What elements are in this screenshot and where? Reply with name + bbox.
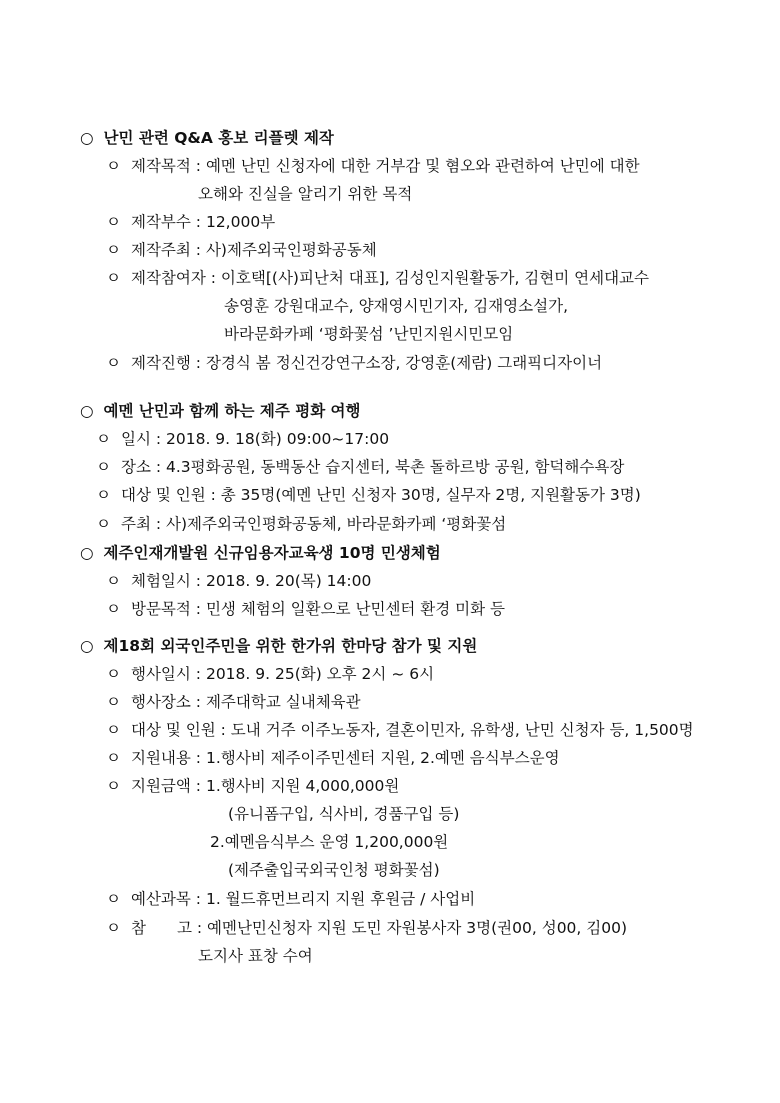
section-title: 예멘 난민과 함께 하는 제주 평화 여행 xyxy=(103,402,361,420)
section-title: 제18회 외국인주민을 위한 한가위 한마당 참가 및 지원 xyxy=(103,637,478,655)
small-bullet-icon: ㅇ xyxy=(96,486,111,504)
small-bullet-icon: ㅇ xyxy=(106,269,121,287)
circle-bullet-icon: ○ xyxy=(80,402,94,420)
list-item xyxy=(106,567,371,595)
item-text: 일시 : 2018. 9. 18(화) 09:00~17:00 xyxy=(120,430,390,448)
item-continuation: 바라문화카페 ‘평화꽃섬 ’난민지원시민모임 xyxy=(224,325,514,343)
circle-bullet-icon: ○ xyxy=(80,544,94,562)
item-continuation: 도지사 표창 수여 xyxy=(198,947,313,965)
item-continuation: 2.예멘음식부스 운영 1,200,000원 xyxy=(210,833,449,851)
section-heading xyxy=(80,124,334,152)
small-bullet-icon: ㅇ xyxy=(96,458,111,476)
item-text: 지원내용 : 1.행사비 제주이주민센터 지원, 2.예멘 음식부스운영 xyxy=(130,749,560,767)
item-text: 참 고 : 예멘난민신청자 지원 도민 자원봉사자 3명(권00, 성00, 김00) xyxy=(130,919,628,937)
item-text: 장소 : 4.3평화공원, 동백동산 습지센터, 북촌 돌하르방 공원, 함덕해수욕장 xyxy=(120,458,625,476)
item-continuation: 오해와 진실을 알리기 위한 목적 xyxy=(198,185,413,203)
list-item xyxy=(106,208,275,236)
list-item xyxy=(106,236,377,264)
small-bullet-icon: ㅇ xyxy=(106,890,121,908)
circle-bullet-icon: ○ xyxy=(80,129,94,147)
small-bullet-icon: ㅇ xyxy=(96,515,111,533)
small-bullet-icon: ㅇ xyxy=(106,354,121,372)
section-heading xyxy=(80,539,441,567)
section-heading xyxy=(80,397,361,425)
list-item xyxy=(106,264,649,292)
list-item xyxy=(96,510,506,538)
section-heading xyxy=(80,632,477,660)
list-item xyxy=(106,349,602,377)
item-text: 주최 : 사)제주외국인평화공동체, 바라문화카페 ‘평화꽃섬 xyxy=(120,515,507,533)
list-item xyxy=(106,152,640,180)
item-text: 행사장소 : 제주대학교 실내체육관 xyxy=(130,693,361,711)
item-text: 제작목적 : 예멘 난민 신청자에 대한 거부감 및 혐오와 관련하여 난민에 대한 xyxy=(130,157,640,175)
item-text: 방문목적 : 민생 체험의 일환으로 난민센터 환경 미화 등 xyxy=(130,600,506,618)
list-item xyxy=(106,772,399,800)
small-bullet-icon: ㅇ xyxy=(106,600,121,618)
small-bullet-icon: ㅇ xyxy=(106,777,121,795)
small-bullet-icon: ㅇ xyxy=(106,749,121,767)
list-item xyxy=(96,425,389,453)
small-bullet-icon: ㅇ xyxy=(106,241,121,259)
item-text: 체험일시 : 2018. 9. 20(목) 14:00 xyxy=(130,572,372,590)
small-bullet-icon: ㅇ xyxy=(96,430,111,448)
item-text: 예산과목 : 1. 월드휴먼브리지 지원 후원금 / 사업비 xyxy=(130,890,476,908)
section-title: 난민 관련 Q&A 홍보 리플렛 제작 xyxy=(103,129,334,147)
item-continuation: (유니폼구입, 식사비, 경품구입 등) xyxy=(228,805,460,823)
list-item xyxy=(106,885,475,913)
item-text: 제작주최 : 사)제주외국인평화공동체 xyxy=(130,241,377,259)
small-bullet-icon: ㅇ xyxy=(106,919,121,937)
list-item xyxy=(96,453,624,481)
item-text: 제작참여자 : 이호택[(사)피난처 대표], 김성인지원활동가, 김현미 연세대교수 xyxy=(130,269,650,287)
list-item xyxy=(106,660,434,688)
list-item xyxy=(96,481,641,509)
list-item xyxy=(106,744,560,772)
item-text: 지원금액 : 1.행사비 지원 4,000,000원 xyxy=(130,777,400,795)
circle-bullet-icon: ○ xyxy=(80,637,94,655)
small-bullet-icon: ㅇ xyxy=(106,157,121,175)
small-bullet-icon: ㅇ xyxy=(106,213,121,231)
list-item xyxy=(106,914,627,942)
small-bullet-icon: ㅇ xyxy=(106,572,121,590)
item-continuation: 송영훈 강원대교수, 양재영시민기자, 김재영소설가, xyxy=(224,297,568,315)
list-item xyxy=(106,688,361,716)
item-continuation: (제주출입국외국인청 평화꽃섬) xyxy=(228,861,440,879)
section-title: 제주인재개발원 신규임용자교육생 10명 민생체험 xyxy=(103,544,441,562)
list-item xyxy=(106,716,694,744)
small-bullet-icon: ㅇ xyxy=(106,721,121,739)
small-bullet-icon: ㅇ xyxy=(106,665,121,683)
small-bullet-icon: ㅇ xyxy=(106,693,121,711)
item-text: 제작부수 : 12,000부 xyxy=(130,213,276,231)
item-text: 제작진행 : 장경식 봄 정신건강연구소장, 강영훈(제람) 그래픽디자이너 xyxy=(130,354,603,372)
item-text: 행사일시 : 2018. 9. 25(화) 오후 2시 ~ 6시 xyxy=(130,665,435,683)
item-text: 대상 및 인원 : 총 35명(예멘 난민 신청자 30명, 실무자 2명, 지원활동가 3명) xyxy=(120,486,641,504)
item-text: 대상 및 인원 : 도내 거주 이주노동자, 결혼이민자, 유학생, 난민 신청자 등, 1,500명 xyxy=(130,721,694,739)
list-item xyxy=(106,595,505,623)
